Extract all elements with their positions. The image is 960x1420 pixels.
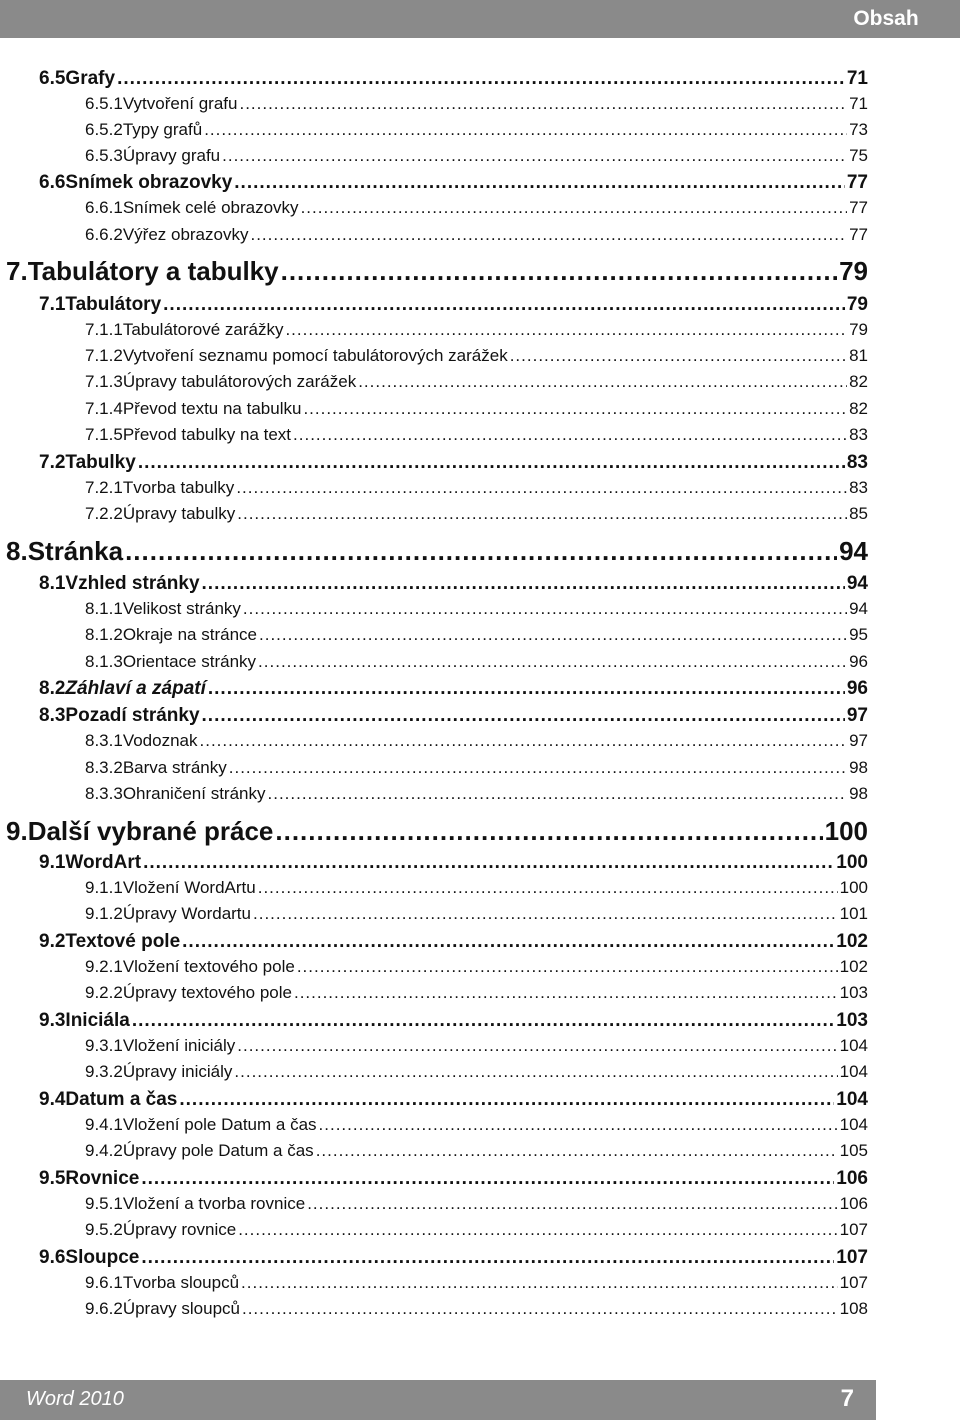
toc-entry-title: Vložení iniciály	[122, 1036, 236, 1055]
toc-entry-level-3	[85, 731, 868, 751]
toc-entry-number: 9.4.1	[85, 1115, 123, 1134]
dot-leader	[242, 1299, 838, 1319]
toc-entry-level-1	[6, 256, 868, 287]
dot-leader	[281, 256, 837, 287]
dot-leader	[285, 320, 847, 340]
dot-leader	[141, 1247, 834, 1269]
toc-entry-number: 8.3.1	[85, 731, 123, 750]
toc-entry-page: 108	[839, 1299, 868, 1318]
toc-entry-number: 9.6	[39, 1247, 66, 1268]
toc-entry-level-3	[85, 146, 868, 166]
dot-leader	[259, 625, 847, 645]
toc-entry-number: 9.6.2	[85, 1299, 123, 1318]
toc-entry-level-3	[85, 198, 868, 218]
toc-entry-number: 9.4	[39, 1089, 66, 1110]
dot-leader	[125, 536, 837, 567]
toc-entry-title: Převod textu na tabulku	[122, 399, 302, 418]
toc-entry-title: WordArt	[65, 852, 142, 873]
toc-entry-title: Datum a čas	[65, 1089, 178, 1110]
dot-leader	[297, 957, 838, 977]
toc-entry-level-3	[85, 1115, 868, 1135]
toc-entry-page: 102	[839, 957, 868, 976]
toc-entry-number: 9.3.1	[85, 1036, 123, 1055]
toc-entry-level-3	[85, 652, 868, 672]
dot-leader	[237, 1036, 837, 1056]
dot-leader	[258, 652, 847, 672]
dot-leader	[258, 878, 838, 898]
toc-entry-title: Tvorba tabulky	[122, 478, 235, 497]
toc-entry-title: Snímek celé obrazovky	[122, 198, 299, 217]
toc-entry-title: Úpravy Wordartu	[122, 904, 251, 923]
toc-entry-title: Vytvoření grafu	[122, 94, 238, 113]
toc-entry-page: 83	[846, 452, 868, 473]
toc-entry-number: 7.1.5	[85, 425, 123, 444]
toc-entry-level-2	[39, 1010, 868, 1032]
toc-entry-level-1	[6, 536, 868, 567]
toc-entry-title: Rovnice	[65, 1168, 140, 1189]
dot-leader	[307, 1194, 837, 1214]
toc-entry-number: 9.	[6, 816, 28, 846]
dot-leader	[241, 1273, 838, 1293]
toc-entry-level-3	[85, 957, 868, 977]
dot-leader	[303, 399, 847, 419]
toc-entry-page: 77	[849, 198, 868, 217]
toc-entry-title: Úpravy tabulky	[122, 504, 236, 523]
toc-entry-page: 71	[849, 94, 868, 113]
dot-leader	[132, 1010, 834, 1032]
toc-entry-number: 9.5.2	[85, 1220, 123, 1239]
toc-entry-title: Tabulátory a tabulky	[27, 256, 279, 286]
dot-leader	[202, 705, 845, 727]
toc-entry-number: 7.	[6, 256, 28, 286]
dot-leader	[117, 68, 845, 90]
toc-entry-title: Úpravy textového pole	[122, 983, 292, 1002]
toc-entry-title: Výřez obrazovky	[122, 225, 249, 244]
toc-entry-title: Úpravy tabulátorových zarážek	[122, 372, 357, 391]
toc-entry-level-3	[85, 120, 868, 140]
toc-entry-level-2	[39, 294, 868, 316]
toc-entry-title: Úpravy rovnice	[122, 1220, 237, 1239]
toc-entry-number: 6.6.1	[85, 198, 123, 217]
toc-entry-number: 6.5.2	[85, 120, 123, 139]
dot-leader	[208, 678, 845, 700]
toc-entry-page: 83	[849, 425, 868, 444]
toc-entry-number: 9.1	[39, 852, 66, 873]
toc-entry-title: Vložení pole Datum a čas	[122, 1115, 317, 1134]
toc-entry-page: 97	[849, 731, 868, 750]
toc-entry-level-3	[85, 758, 868, 778]
toc-entry-page: 100	[839, 878, 868, 897]
toc-entry-level-3	[85, 504, 868, 524]
toc-entry-title: Ohraničení stránky	[122, 784, 266, 803]
toc-entry-level-3	[85, 94, 868, 114]
toc-entry-level-2	[39, 573, 868, 595]
dot-leader	[316, 1141, 838, 1161]
book-title: Word 2010	[26, 1388, 124, 1410]
toc-entry-page: 102	[836, 931, 868, 952]
toc-entry-number: 9.2.2	[85, 983, 123, 1002]
toc-entry-number: 8.3.2	[85, 758, 123, 777]
toc-entry-page: 82	[849, 399, 868, 418]
dot-leader	[204, 120, 847, 140]
toc-entry-level-3	[85, 1194, 868, 1214]
toc-entry-page: 107	[839, 1220, 868, 1239]
toc-entry-title: Typy grafů	[122, 120, 203, 139]
toc-entry-page: 85	[849, 504, 868, 523]
toc-entry-level-3	[85, 372, 868, 392]
toc-entry-page: 104	[836, 1089, 868, 1110]
toc-entry-page: 97	[846, 705, 868, 726]
toc-entry-title: Záhlaví a zápatí	[65, 678, 206, 699]
toc-entry-number: 6.6.2	[85, 225, 123, 244]
toc-entry-page: 98	[849, 758, 868, 777]
toc-entry-number: 8.1.3	[85, 652, 123, 671]
toc-entry-level-3	[85, 1299, 868, 1319]
toc-entry-level-3	[85, 346, 868, 366]
toc-entry-level-3	[85, 1273, 868, 1293]
toc-entry-level-2	[39, 1247, 868, 1269]
dot-leader	[238, 1220, 837, 1240]
toc-entry-title: Další vybrané práce	[27, 816, 274, 846]
toc-entry-number: 9.3	[39, 1010, 66, 1031]
dot-leader	[234, 172, 845, 194]
toc-entry-title: Snímek obrazovky	[65, 172, 233, 193]
dot-leader	[268, 784, 848, 804]
toc-entry-number: 9.1.2	[85, 904, 123, 923]
dot-leader	[293, 425, 847, 445]
toc-entry-level-1	[6, 816, 868, 847]
dot-leader	[143, 852, 834, 874]
toc-entry-level-2	[39, 852, 868, 874]
dot-leader	[202, 573, 845, 595]
dot-leader	[179, 1089, 834, 1111]
toc-entry-title: Tvorba sloupců	[122, 1273, 240, 1292]
toc-entry-level-3	[85, 1036, 868, 1056]
toc-entry-page: 94	[839, 536, 868, 566]
toc-entry-page: 103	[839, 983, 868, 1002]
toc-entry-title: Textové pole	[65, 931, 181, 952]
toc-entry-page: 96	[849, 652, 868, 671]
toc-entry-page: 94	[849, 599, 868, 618]
toc-entry-number: 8.	[6, 536, 28, 566]
toc-entry-title: Tabulátorové zarážky	[122, 320, 284, 339]
dot-leader	[294, 983, 838, 1003]
dot-leader	[234, 1062, 837, 1082]
dot-leader	[236, 478, 847, 498]
toc-entry-page: 107	[836, 1247, 868, 1268]
toc-entry-level-3	[85, 320, 868, 340]
dot-leader	[138, 452, 845, 474]
toc-entry-level-3	[85, 599, 868, 619]
toc-entry-level-3	[85, 784, 868, 804]
toc-entry-number: 8.1.1	[85, 599, 123, 618]
toc-entry-number: 6.5.3	[85, 146, 123, 165]
toc-entry-page: 95	[849, 625, 868, 644]
toc-entry-title: Úpravy grafu	[122, 146, 221, 165]
toc-entry-level-3	[85, 625, 868, 645]
toc-entry-level-2	[39, 1168, 868, 1190]
toc-entry-number: 6.5.1	[85, 94, 123, 113]
toc-entry-page: 100	[836, 852, 868, 873]
toc-entry-number: 9.2	[39, 931, 66, 952]
toc-entry-page: 94	[846, 573, 868, 594]
toc-entry-number: 9.6.1	[85, 1273, 123, 1292]
section-label: Obsah	[812, 0, 960, 38]
toc-entry-level-3	[85, 904, 868, 924]
dot-leader	[222, 146, 847, 166]
toc-entry-level-3	[85, 399, 868, 419]
toc-entry-page: 103	[836, 1010, 868, 1031]
toc-entry-title: Iniciála	[65, 1010, 130, 1031]
toc-entry-level-2	[39, 1089, 868, 1111]
toc-entry-title: Pozadí stránky	[65, 705, 200, 726]
toc-entry-level-3	[85, 1220, 868, 1240]
toc-entry-level-3	[85, 225, 868, 245]
toc-entry-number: 7.1.3	[85, 372, 123, 391]
toc-entry-number: 7.2	[39, 452, 66, 473]
toc-entry-page: 100	[824, 816, 868, 846]
toc-entry-number: 7.2.2	[85, 504, 123, 523]
toc-entry-title: Vložení textového pole	[122, 957, 295, 976]
toc-entry-page: 83	[849, 478, 868, 497]
toc-entry-level-2	[39, 678, 868, 700]
toc-entry-page: 104	[839, 1036, 868, 1055]
toc-entry-number: 9.5	[39, 1168, 66, 1189]
toc-entry-level-3	[85, 983, 868, 1003]
dot-leader	[253, 904, 838, 924]
dot-leader	[250, 225, 847, 245]
dot-leader	[510, 346, 847, 366]
toc-entry-page: 79	[849, 320, 868, 339]
toc-entry-page: 79	[846, 294, 868, 315]
toc-entry-page: 77	[849, 225, 868, 244]
toc-entry-number: 6.6	[39, 172, 66, 193]
dot-leader	[182, 931, 834, 953]
toc-entry-level-2	[39, 68, 868, 90]
toc-entry-page: 82	[849, 372, 868, 391]
toc-entry-level-3	[85, 878, 868, 898]
toc-entry-level-3	[85, 425, 868, 445]
toc-entry-number: 8.3	[39, 705, 66, 726]
toc-entry-title: Orientace stránky	[122, 652, 257, 671]
dot-leader	[200, 731, 848, 751]
toc-entry-page: 106	[839, 1194, 868, 1213]
toc-entry-page: 107	[839, 1273, 868, 1292]
toc-entry-page: 106	[836, 1168, 868, 1189]
dot-leader	[358, 372, 847, 392]
toc-entry-number: 7.1	[39, 294, 66, 315]
toc-entry-number: 6.5	[39, 68, 66, 89]
toc-entry-page: 73	[849, 120, 868, 139]
toc-entry-title: Grafy	[65, 68, 116, 89]
dot-leader	[239, 94, 847, 114]
toc-entry-page: 81	[849, 346, 868, 365]
toc-entry-title: Úpravy iniciály	[122, 1062, 233, 1081]
toc-entry-page: 105	[839, 1141, 868, 1160]
toc-entry-number: 9.1.1	[85, 878, 123, 897]
toc-entry-level-2	[39, 172, 868, 194]
toc-entry-number: 9.3.2	[85, 1062, 123, 1081]
dot-leader	[275, 816, 822, 847]
toc-entry-number: 7.1.1	[85, 320, 123, 339]
toc-entry-level-3	[85, 478, 868, 498]
toc-entry-page: 101	[839, 904, 868, 923]
toc-entry-page: 77	[846, 172, 868, 193]
toc-entry-level-2	[39, 705, 868, 727]
toc-entry-number: 7.1.2	[85, 346, 123, 365]
toc-entry-number: 9.2.1	[85, 957, 123, 976]
toc-entry-number: 8.1.2	[85, 625, 123, 644]
toc-entry-title: Okraje na stránce	[122, 625, 257, 644]
dot-leader	[243, 599, 847, 619]
toc-entry-number: 8.1	[39, 573, 66, 594]
toc-entry-page: 104	[839, 1062, 868, 1081]
toc-entry-title: Vodoznak	[122, 731, 198, 750]
toc-entry-number: 8.3.3	[85, 784, 123, 803]
toc-entry-page: 104	[839, 1115, 868, 1134]
toc-entry-page: 71	[846, 68, 868, 89]
toc-entry-title: Vložení WordArtu	[122, 878, 256, 897]
dot-leader	[229, 758, 847, 778]
toc-entry-title: Vytvoření seznamu pomocí tabulátorových zarážek	[122, 346, 508, 365]
toc-entry-title: Vzhled stránky	[65, 573, 200, 594]
toc-entry-page: 98	[849, 784, 868, 803]
toc-entry-title: Úpravy pole Datum a čas	[122, 1141, 314, 1160]
toc-entry-title: Velikost stránky	[122, 599, 241, 618]
dot-leader	[163, 294, 845, 316]
toc-entry-title: Tabulátory	[65, 294, 162, 315]
dot-leader	[141, 1168, 834, 1190]
toc-entry-number: 9.4.2	[85, 1141, 123, 1160]
toc-entry-page: 96	[846, 678, 868, 699]
toc-entry-page: 75	[849, 146, 868, 165]
toc-entry-title: Úpravy sloupců	[122, 1299, 240, 1318]
dot-leader	[237, 504, 847, 524]
toc-entry-title: Vložení a tvorba rovnice	[122, 1194, 306, 1213]
toc-entry-title: Stránka	[27, 536, 124, 566]
dot-leader	[319, 1115, 838, 1135]
page-number: 7	[840, 1385, 854, 1412]
toc-entry-level-3	[85, 1062, 868, 1082]
toc-entry-level-3	[85, 1141, 868, 1161]
toc-entry-level-2	[39, 931, 868, 953]
dot-leader	[301, 198, 848, 218]
toc-entry-page: 79	[839, 256, 868, 286]
toc-entry-title: Tabulky	[65, 452, 136, 473]
toc-entry-title: Sloupce	[65, 1247, 140, 1268]
toc-entry-title: Barva stránky	[122, 758, 227, 777]
toc-entry-title: Převod tabulky na text	[122, 425, 292, 444]
toc-entry-number: 7.2.1	[85, 478, 123, 497]
toc-entry-level-2	[39, 452, 868, 474]
footer-bar	[0, 1380, 876, 1420]
toc-entry-number: 9.5.1	[85, 1194, 123, 1213]
toc-entry-number: 7.1.4	[85, 399, 123, 418]
toc-entry-number: 8.2	[39, 678, 66, 699]
